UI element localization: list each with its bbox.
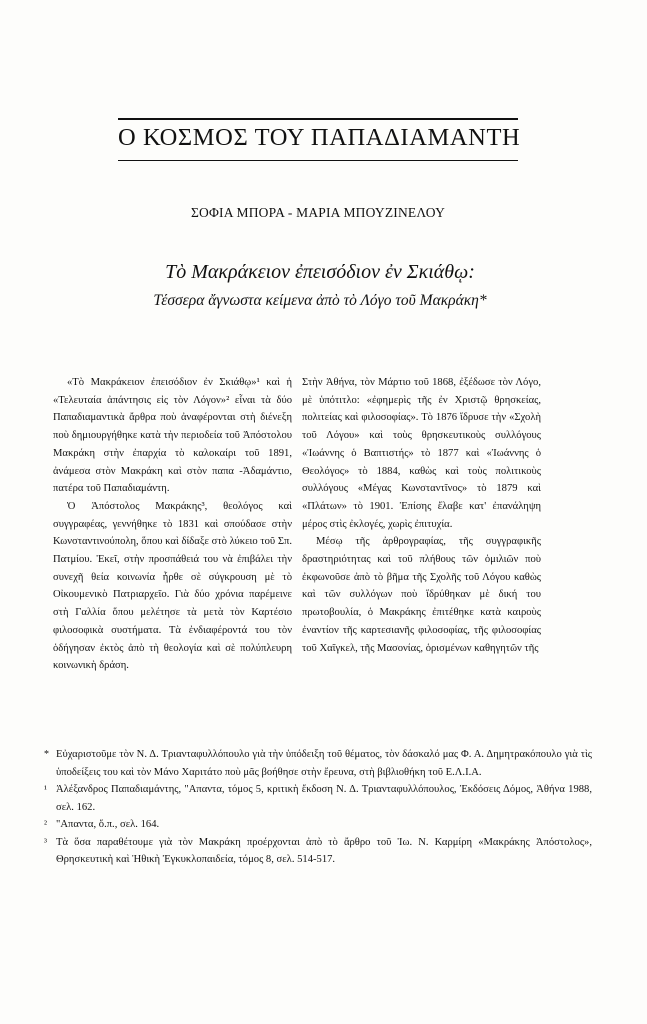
footnote bbox=[44, 746, 592, 781]
footnote-text: Ἀλέξανδρος Παπαδιαμάντης, "Απαντα, τόμος 5, κριτικὴ ἔκδοση Ν. Δ. Τριανταφυλλόπουλος, Ἐκδόσεις Δόμος, Ἀθήνα 1988, σελ. 162. bbox=[56, 784, 592, 813]
header-bottom-rule bbox=[118, 160, 518, 161]
body-paragraph: «Τὸ Μακράκειον ἐπεισόδιον ἐν Σκιάθῳ»¹ καὶ ἡ «Τελευταία ἀπάντησις εἰς τὸν Λόγον»² εἶναι τὰ δύο Παπαδιαμαντικὰ ἄρθρα ποὺ ἀναφέρονται στὴ διένεξη ποὺ δημιουργήθηκε κατὰ τὴν περιοδεία τοῦ Ἀπόστολου Μακράκη στὴν ἐπαρχία τὸ καλοκαίρι τοῦ 1891, ἀνάμεσα στὸν Μακράκη καὶ στὸν παπα -Ἀδαμάντιο, πατέρα τοῦ Παπαδιαμάντη. bbox=[53, 377, 292, 495]
body-column-right bbox=[302, 374, 541, 657]
footnote-text: Εὐχαριστοῦμε τὸν Ν. Δ. Τριανταφυλλόπουλο γιὰ τὴν ὑπόδειξη τοῦ θέματος, τὸν δάσκαλό μας Φ. Α. Δημητρακόπουλο γιὰ τὶς ὑποδείξεις του καὶ τὸν Μάνο Χαριτάτο ποὺ μᾶς βοήθησε στὴν ἔρευνα, στὴ βιβλιοθήκη τοῦ Ε.Λ.Ι.Α. bbox=[56, 749, 592, 778]
section-title: Ο ΚΟΣΜΟΣ ΤΟΥ ΠΑΠΑΔΙΑΜΑΝΤΗ bbox=[118, 124, 521, 151]
footnote-text: Τὰ ὅσα παραθέτουμε γιὰ τὸν Μακράκη προέρχονται ἀπὸ τὸ ἄρθρο τοῦ Ἰω. Ν. Καρμίρη «Μακράκης Ἀπόστολος», Θρησκευτικὴ καὶ Ἠθικὴ Ἐγκυκλοπαιδεία, τόμος 8, σελ. 514-517. bbox=[56, 836, 592, 865]
article-title: Τὸ Μακράκειον ἐπεισόδιον ἐν Σκιάθῳ: bbox=[165, 261, 475, 283]
body-paragraph: Στὴν Ἀθήνα, τὸν Μάρτιο τοῦ 1868, ἐξέδωσε τὸν Λόγο, μὲ ὑπότιτλο: «ἐφημερὶς τῆς ἐν Χριστῷ θρησκείας, πολιτείας καὶ φιλοσοφίας». Τὸ 1876 ἵδρυσε τὴν «Σχολὴ τοῦ Λόγου» καὶ τοὺς θρησκευτικοὺς συλλόγους «Ἰωάννης ὁ Βαπτιστής» τὸ 1877 καὶ «Ἰωάννης ὁ Θεολόγος» τὸ 1884, καθὼς καὶ τοὺς πολιτικοὺς συλλόγους «Μέγας Κωνσταντῖνος» τὸ 1879 καὶ «Πλάτων» τὸ 1901. Ἐπίσης ἔλαβε κατ' ἐπανάληψη μέρος στὶς ἐκλογές, χωρὶς ἐπιτυχία. bbox=[302, 377, 541, 530]
article-authors: ΣΟΦΙΑ ΜΠΟΡΑ - ΜΑΡΙΑ ΜΠΟΥΖΙΝΕΛΟΥ bbox=[190, 205, 446, 220]
footnote bbox=[44, 781, 592, 816]
footnote bbox=[44, 816, 592, 834]
footnotes bbox=[44, 746, 592, 869]
footnote bbox=[44, 834, 592, 869]
header-top-rule bbox=[118, 118, 518, 120]
body-column-left bbox=[53, 374, 292, 675]
body-paragraph: Μέσῳ τῆς ἀρθρογραφίας, τῆς συγγραφικῆς δραστηριότητας καὶ τοῦ πλήθους τῶν ὁμιλιῶν ποὺ ἐκφωνοῦσε ἀπὸ τὸ βῆμα τῆς Σχολῆς τοῦ Λόγου καθὼς καὶ τῶν συλλόγων ποὺ ἵδρύθηκαν μὲ δική του πρωτοβουλία, ὁ Μακράκης ἐπιτέθηκε κατὰ καιροὺς ἐναντίον τῆς καρτεσιανῆς φιλοσοφίας, τῆς φιλοσοφίας τοῦ Χαῖγκελ, τῆς Μασονίας, ὁρισμένων καθηγητῶν τῆς bbox=[302, 536, 541, 654]
article-subtitle: Τέσσερα ἄγνωστα κείμενα ἀπὸ τὸ Λόγο τοῦ Μακράκη* bbox=[153, 292, 487, 309]
footnote-marker: * bbox=[44, 749, 49, 760]
footnote-marker: ² bbox=[44, 819, 47, 830]
footnote-marker: ³ bbox=[44, 836, 47, 848]
footnote-marker: ¹ bbox=[44, 784, 47, 795]
body-paragraph: Ὁ Ἀπόστολος Μακράκης³, θεολόγος καὶ συγγραφέας, γεννήθηκε τὸ 1831 καὶ σπούδασε στὴν Κωνσταντινούπολη, ὅπου καὶ δίδαξε στὸ λύκειο τοῦ Σπ. Πατμίου. Ἐκεῖ, στὴν προσπάθειά του νὰ ἐπιβάλει τὴν συνεχῆ θεία κοινωνία ἦρθε σὲ σύγκρουση μὲ τὸ Οἰκουμενικὸ Πατριαρχεῖο. Γιὰ δύο χρόνια παρέμεινε στὴ Γαλλία ὅπου μελέτησε τὰ μετὰ τὸν Καρτέσιο φιλοσοφικὰ συστήματα. Τὰ ἐνδιαφέροντά του τὸν ὁδήγησαν ἐκτὸς ἀπὸ τὴ θεολογία καὶ σὲ πολύπλευρη κοινωνικὴ δράση. bbox=[53, 500, 292, 672]
footnote-text: "Απαντα, ὅ.π., σελ. 164. bbox=[56, 819, 160, 830]
